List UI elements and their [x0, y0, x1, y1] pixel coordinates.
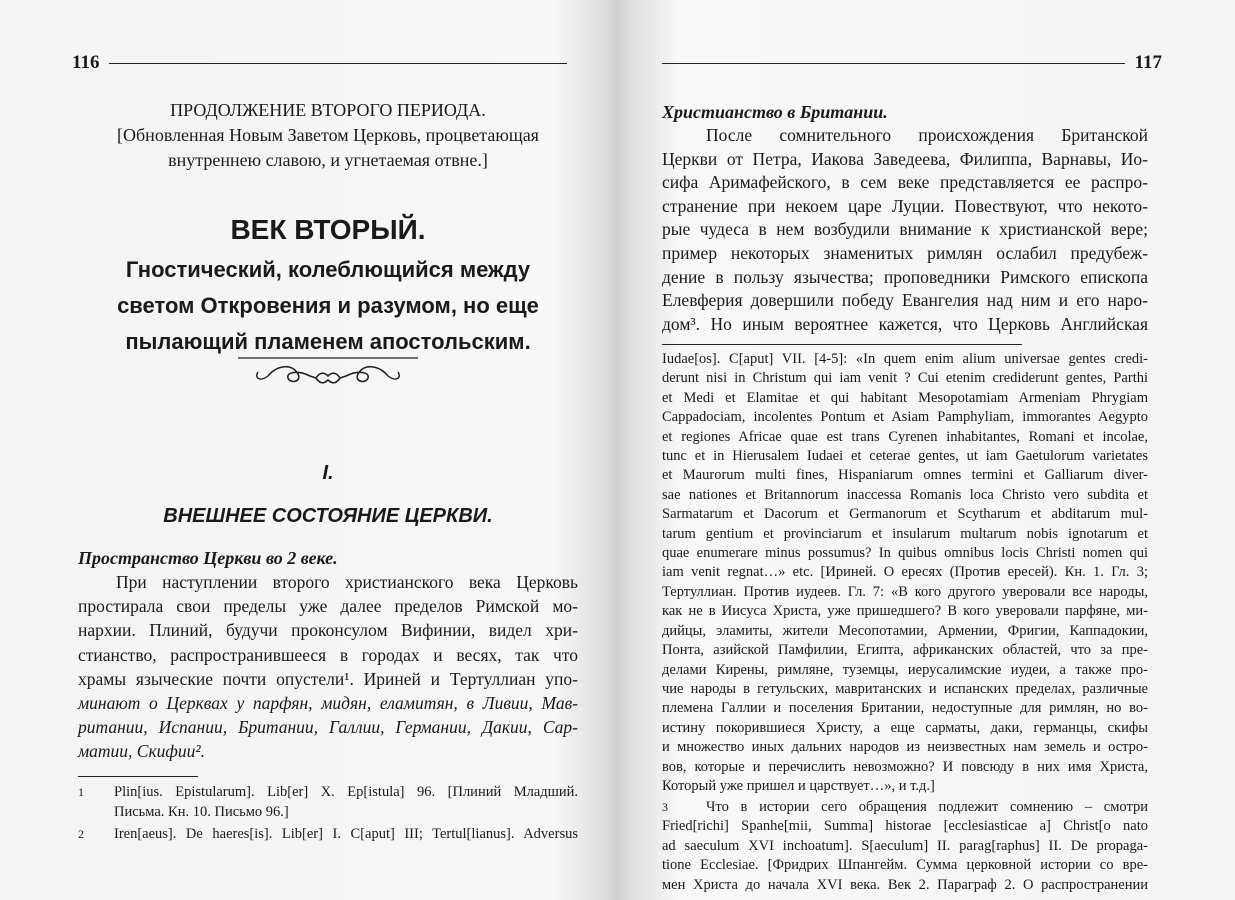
footnote-line: Понта, азийской Памфилии, Египта, африканских областей, что за пре- — [662, 642, 1148, 659]
footnote-line: Cappadociam, incolentes Pontum et Asiam Pamphyliam, immorantes Aegypto — [662, 409, 1148, 426]
footnote-line: Который уже пришел и царствует…», и т.д.] — [662, 777, 935, 794]
footnote-line: чие народы в гетульских, мавританских и испанских пределах, различные — [662, 680, 1148, 697]
footnote-line: и множество иных дальних народов из неизвестных нам земель и остро- — [662, 739, 1148, 756]
section-numeral: I. — [322, 462, 334, 484]
footnote-2-continuation — [662, 350, 1148, 796]
paragraph-line: храмы языческие почти опустели¹. Ириней и Тертуллиан упо- — [78, 668, 578, 689]
paragraph-line: стианство, распространившееся в городах и весях, так что — [78, 644, 578, 665]
footnote-text: Iren[aeus]. De haeres[is]. Lib[er] I. C[aput] III; Tertul[lianus]. Adversus — [114, 826, 578, 842]
footnote-number: 3 — [662, 800, 668, 814]
footnote-line: quae enumerare minus possumus? In quibus omnibus locis Christi nomen qui — [662, 545, 1148, 562]
footnote-text: Что в истории сего обращения подлежит сомнению – смотри — [706, 799, 1148, 815]
paragraph-line: странение при некоем царе Луции. Повествуют, что некото- — [662, 195, 1148, 216]
footnote-line: вов, которые и перечислить невозможно? И повсюду в них имя Христа, — [662, 758, 1148, 775]
age-heading — [78, 210, 578, 358]
footnote-line: tarum gentium et provinciarum et insularum multarum nobis ignotarum et — [662, 525, 1148, 542]
paragraph-line: матии, Скифии². — [78, 741, 205, 762]
footnote-text: ad saeculum XVI inchoatum]. S[aeculum] II. parag[raphus] II. De propaga- — [662, 837, 1148, 854]
flourish-ornament-icon — [198, 352, 458, 392]
age-subtitle-line: светом Откровения и разумом, но еще — [117, 293, 539, 318]
footnote-line: derunt nisi in Christum qui iam venit ? Cui etenim crediderunt gentes, Parthi — [662, 370, 1148, 387]
left-page-number: 116 — [72, 52, 100, 73]
footnote-line: делами Кирены, римляне, туземцы, иерусалимские иудеи, а также про- — [662, 661, 1148, 678]
paragraph-line: пример некоторых знаменитых римлян ослабил предубеж- — [662, 242, 1148, 263]
footnote-line: tunc et in Hierusalem Iudaei et ceterae gentes, ut iam Gaetulorum varietates — [662, 448, 1148, 465]
footnote-text: Plin[ius. Epistularum]. Lib[er] X. Ep[istula] 96. [Плиний Младший. — [114, 784, 578, 800]
footnote-text: Письма. Кн. 10. Письмо 96.] — [114, 804, 289, 820]
footnote-line: Iudae[os]. C[aput] VII. [4-5]: «In quem enim alium universae gentes credi- — [662, 351, 1148, 367]
paragraph-line: простирала свои пределы уже далее пределов Римской мо- — [78, 596, 578, 617]
footnote-1 — [78, 782, 578, 822]
footnote-line: дийцы, эламиты, жители Месопотамии, Армении, Фригии, Каппадокии, — [662, 622, 1148, 639]
footnote-2 — [78, 824, 578, 844]
footnote-3 — [662, 798, 1148, 895]
footnote-line: et Medi et Elamitae et qui habitant Mesopotamiam Armeniam Phrygiam — [662, 389, 1148, 406]
header-rule — [109, 63, 567, 64]
age-subtitle-line: Гностический, колеблющийся между — [125, 257, 531, 282]
subsection-title: Пространство Церкви во 2 веке. — [78, 548, 338, 568]
section-title: ВНЕШНЕЕ СОСТОЯНИЕ ЦЕРКВИ. — [163, 505, 493, 527]
paragraph-line: После сомнительного происхождения Британской — [706, 125, 1148, 145]
paragraph-line: дение в пользу язычества; проповедники Римского епископа — [662, 266, 1148, 287]
footnote-line: iam venit regnat…» etc. [Ириней. О ересях (Против ересей). Кн. 1. Гл. 3; — [662, 564, 1148, 581]
left-paragraph — [78, 570, 578, 764]
footnote-number: 2 — [78, 827, 84, 841]
footnote-rule — [78, 776, 198, 777]
paragraph-line: минают о Церквах у парфян, мидян, еламитян, в Ливии, Мав- — [78, 693, 578, 714]
continuation-subtitle-line: внутреннею славою, и угнетаемая отвне.] — [168, 150, 488, 170]
paragraph-line: сифа Аримафейского, в сем веке представляется ее распро- — [662, 172, 1148, 193]
right-page-header — [662, 52, 1162, 74]
continuation-heading — [78, 98, 578, 173]
footnote-line: sae nationes et Britannorum inaccessa Romanis loca Christo vero subdita et — [662, 486, 1148, 503]
paragraph-line: Елевферия довершили победу Евангелия над ним и его наро- — [662, 290, 1148, 311]
footnote-line: Тертуллиан. Против иудеев. Гл. 7: «В кого другого уверовали все народы, — [662, 583, 1148, 600]
footnote-line: Sarmatarum et Dacorum et Germanorum et Scytharum et abditarum mul- — [662, 506, 1148, 523]
footnote-line: как не в Иисуса Христа, уже пришедшего? В кого уверовали парфяне, ми- — [662, 603, 1148, 620]
footnote-line: племена Галлии и поселения Британии, недоступные для римлян, но во- — [662, 700, 1148, 717]
subsection-title: Христианство в Британии. — [662, 102, 888, 122]
footnote-rule — [662, 344, 1022, 345]
continuation-subtitle-line: [Обновленная Новым Заветом Церковь, процветающая — [117, 125, 539, 145]
right-page-number: 117 — [1134, 52, 1162, 73]
ornament-divider — [78, 352, 578, 397]
header-rule — [662, 63, 1125, 64]
paragraph-line: При наступлении второго христианского века Церковь — [116, 572, 578, 592]
age-title: ВЕК ВТОРЫЙ. — [230, 214, 426, 245]
paragraph-line: Церкви от Петра, Иакова Заведеева, Филиппа, Варнавы, Ио- — [662, 148, 1148, 169]
footnote-line: истину покорившиеся Христу, а еще сарматы, даки, германцы, скифы — [662, 719, 1148, 736]
footnote-text: Fried[richi] Spanhe[mii, Summa] historae [ecclesiasticae a] Christ[o nato — [662, 818, 1148, 835]
paragraph-line: нархии. Плиний, будучи проконсулом Вифинии, видел хри- — [78, 620, 578, 641]
continuation-title: ПРОДОЛЖЕНИЕ ВТОРОГО ПЕРИОДА. — [170, 100, 486, 120]
paragraph-line: ритании, Испании, Британии, Галлии, Германии, Дакии, Сар- — [78, 717, 578, 738]
right-paragraph — [662, 124, 1148, 336]
footnote-text: tione Ecclesiae. [Фридрих Шпангейм. Сумма церковной истории со вре- — [662, 857, 1148, 874]
footnote-text: мен Христа до начала XVI века. Век 2. Параграф 2. О распространении — [662, 876, 1148, 893]
footnote-number: 1 — [78, 785, 84, 799]
footnote-line: et regiones Africae quae est trans Cyrenen inhabitantes, Romani et incolae, — [662, 428, 1148, 445]
footnote-line: et Maurorum multi fines, Hispaniarum omnes termini et Galliarum diver- — [662, 467, 1148, 484]
paragraph-line: дом³. Но иным вероятнее кажется, что Церковь Английская — [662, 313, 1148, 334]
age-subtitle-line: пылающий пламенем апостольским. — [125, 329, 531, 354]
left-page-header — [72, 52, 577, 74]
paragraph-line: рые чудеса в нем возбудили внимание к христианской вере; — [662, 219, 1148, 240]
